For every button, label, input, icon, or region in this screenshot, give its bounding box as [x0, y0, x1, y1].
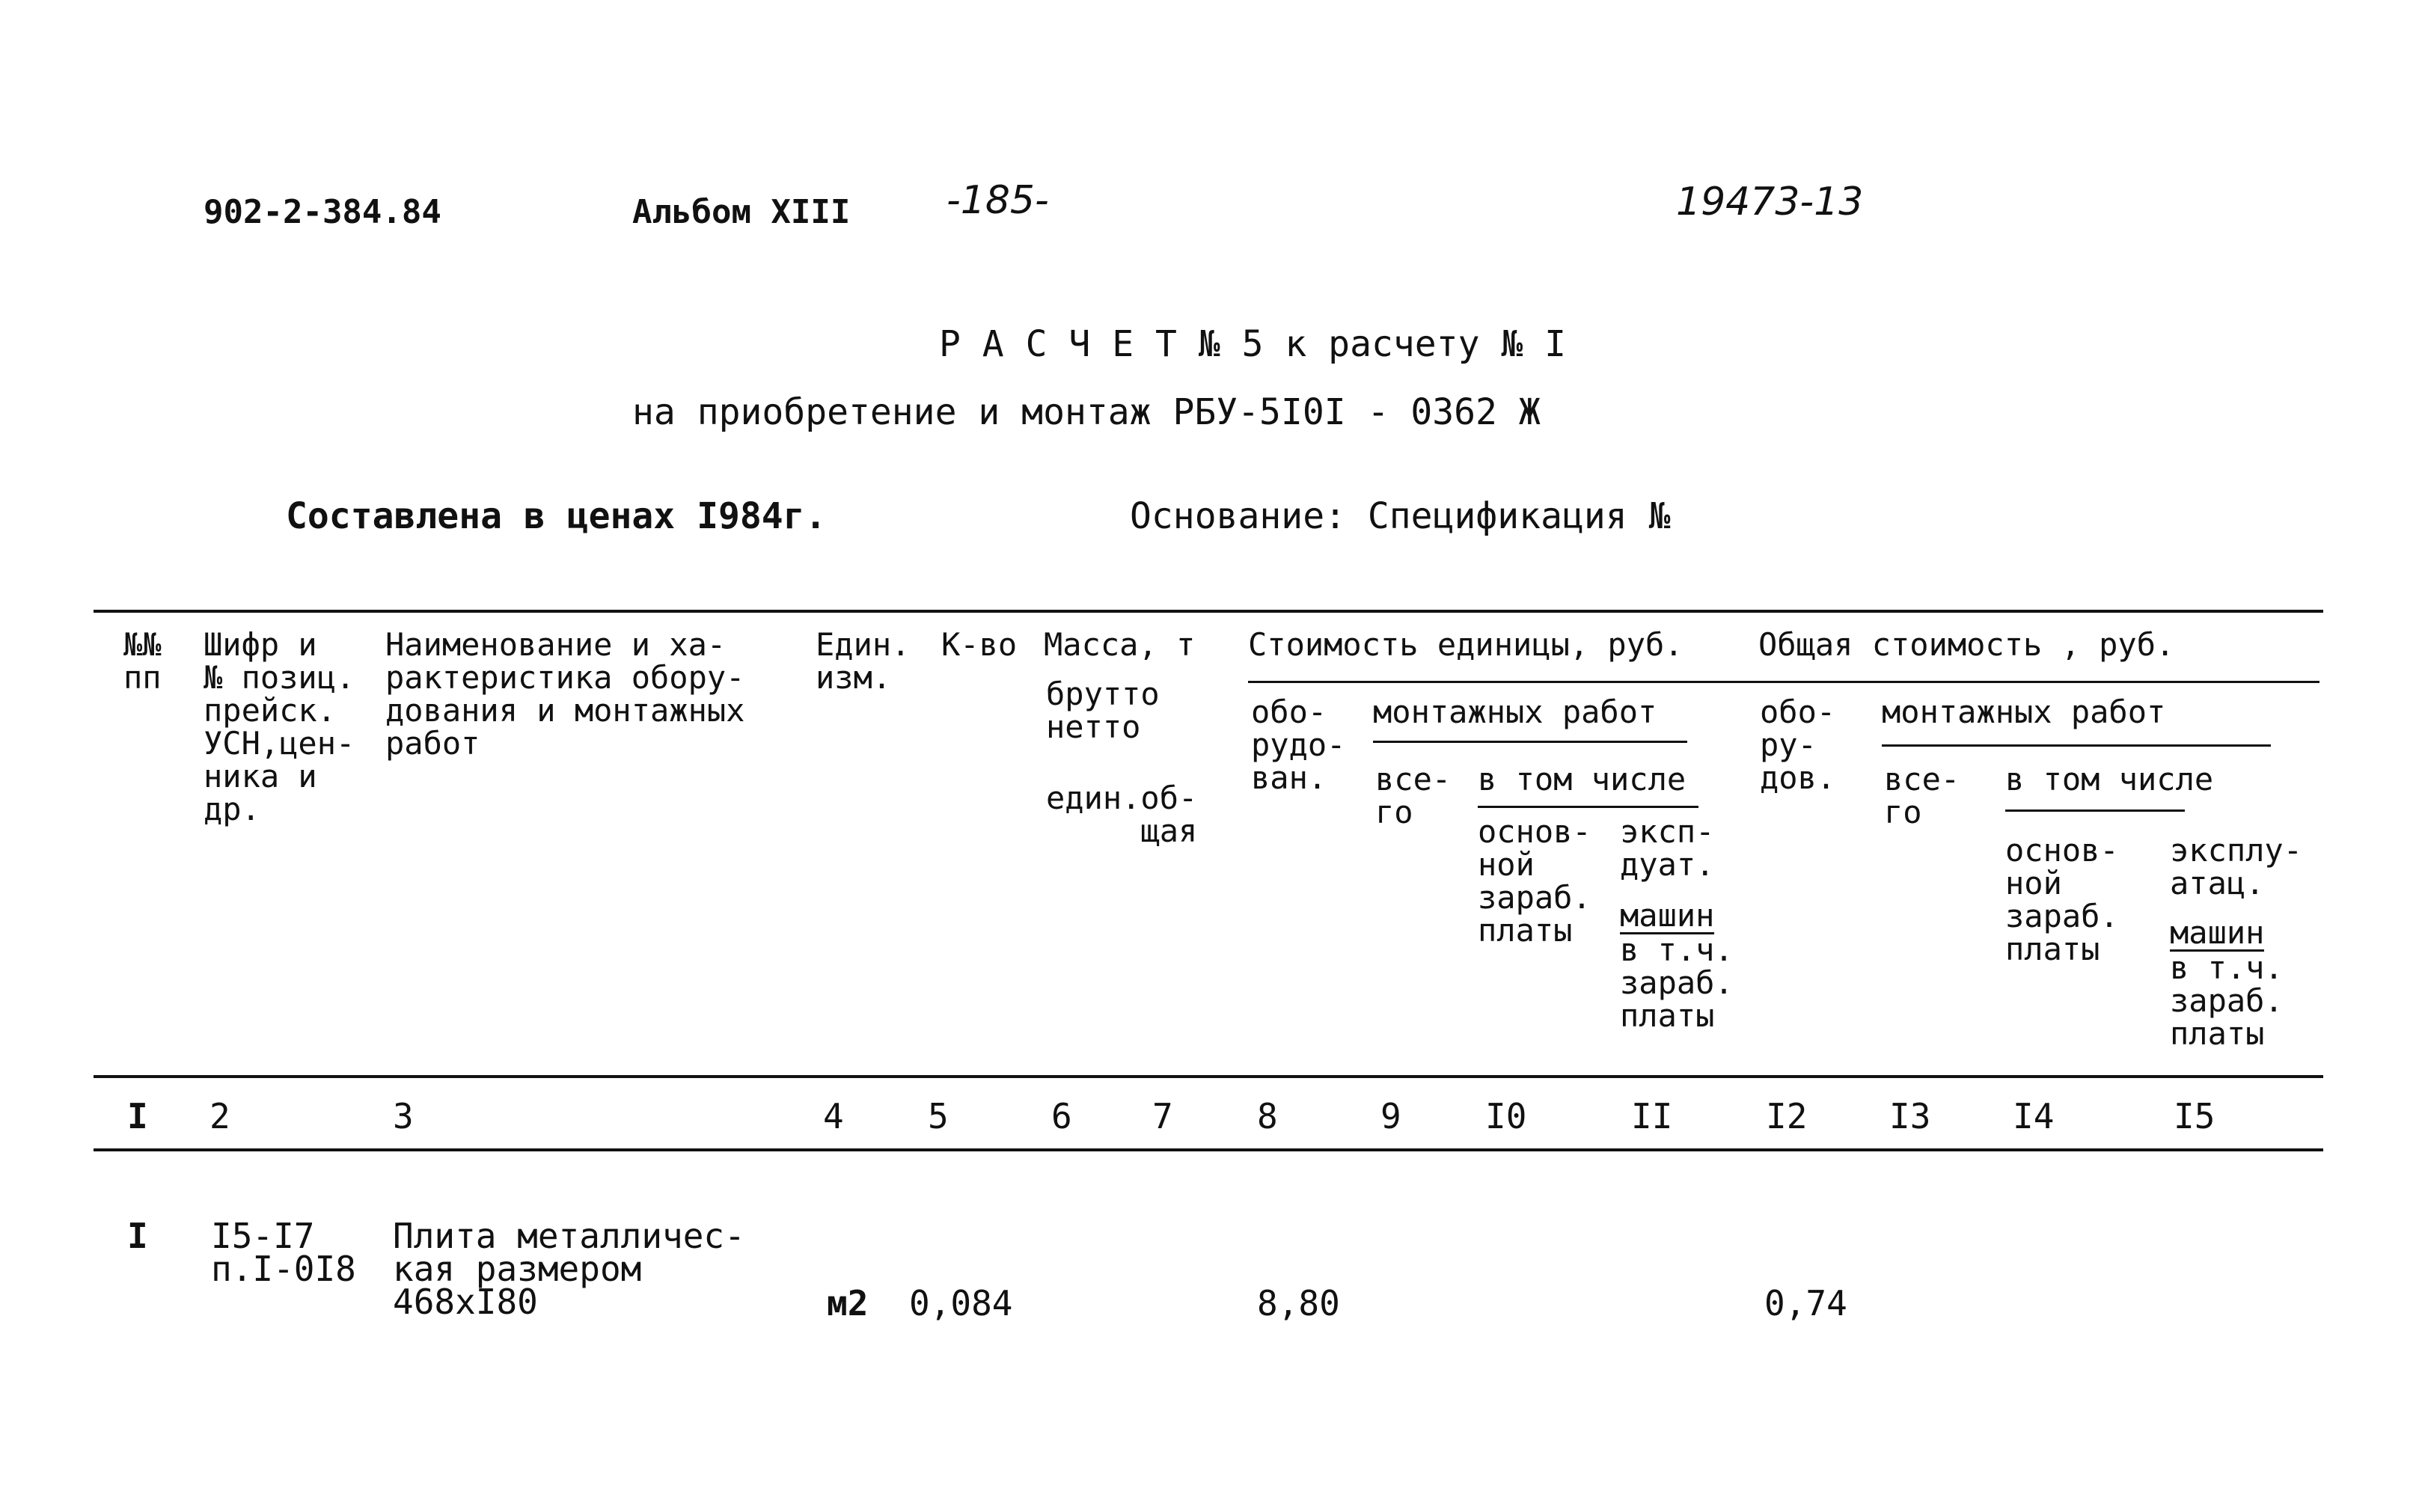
- header-exploit-unit: эксп- дуат.: [1620, 813, 1715, 883]
- row-name: Плита металличес- кая размером 468xI80: [393, 1216, 745, 1322]
- header-number: №№ пп: [123, 626, 162, 696]
- calc-subtitle: на приобретение и монтаж РБУ-5I0I - 0362 Ж: [632, 391, 1541, 433]
- header-mass: Масса, т: [1044, 626, 1196, 663]
- colnum-1: I: [127, 1096, 148, 1136]
- header-unit: Един. изм.: [816, 626, 911, 696]
- header-incl-wage-unit: в т.ч. зараб. платы: [1620, 931, 1734, 1034]
- album-label: Альбом XIII: [632, 193, 851, 231]
- sheet-number: 19473-13: [1676, 180, 1864, 224]
- header-equip-unit: обо- рудо- ван.: [1251, 694, 1346, 796]
- header-machines-unit: машин: [1620, 897, 1715, 934]
- page-number: -185-: [947, 178, 1049, 223]
- calc-title: Р А С Ч Е Т № 5 к расчету № I: [939, 323, 1567, 365]
- header-brutto: брутто нетто: [1046, 676, 1160, 745]
- colnum-6: 6: [1051, 1096, 1072, 1136]
- table-top-rule: [94, 610, 2323, 613]
- project-code: 902-2-384.84: [204, 193, 441, 231]
- header-incl-wage-total: в т.ч. зараб. платы: [2170, 949, 2284, 1052]
- cost-header-rule: [1248, 681, 2319, 683]
- header-name: Наименование и ха- рактеристика обору- дования и монтажных работ: [385, 626, 745, 762]
- colnum-2: 2: [210, 1096, 230, 1136]
- incl-total-rule: [2005, 809, 2185, 812]
- row-quantity: 0,084: [909, 1283, 1013, 1323]
- colnum-14: I4: [2013, 1096, 2055, 1136]
- colnum-bottom-rule: [94, 1148, 2323, 1151]
- prices-note: Составлена в ценах I984г.: [286, 495, 827, 537]
- colnum-8: 8: [1257, 1096, 1278, 1136]
- colnum-3: 3: [393, 1096, 414, 1136]
- basis-note: Основание: Спецификация №: [1130, 495, 1671, 537]
- colnum-13: I3: [1889, 1096, 1931, 1136]
- colnum-5: 5: [928, 1096, 949, 1136]
- row-unit: м2: [827, 1283, 869, 1323]
- colnum-7: 7: [1152, 1096, 1173, 1136]
- colnum-10: I0: [1485, 1096, 1527, 1136]
- header-code: Шифр и № позиц. прейск. УСН,цен- ника и др.: [204, 626, 355, 827]
- install-total-rule: [1882, 744, 2271, 747]
- colnum-9: 9: [1380, 1096, 1401, 1136]
- header-install-total: монтажных работ: [1882, 694, 2166, 730]
- colnum-12: I2: [1766, 1096, 1808, 1136]
- header-equip-total: обо- ру- дов.: [1760, 694, 1836, 796]
- install-unit-rule: [1373, 741, 1687, 743]
- row-number: I: [127, 1216, 148, 1256]
- header-incl-total: в том числе: [2005, 761, 2214, 798]
- header-total-cost: Общая стоимость , руб.: [1758, 626, 2175, 663]
- colnum-15: I5: [2174, 1096, 2215, 1136]
- row-equip-total-cost: 0,74: [1764, 1283, 1847, 1323]
- header-exploit-total: эксплу- атац.: [2170, 832, 2303, 902]
- row-code: I5-I7 п.I-0I8: [211, 1216, 356, 1289]
- header-edin: един.об- щая: [1046, 780, 1198, 849]
- header-install-unit: монтажных работ: [1373, 694, 1657, 730]
- header-total-total: все- го: [1884, 761, 1960, 830]
- header-machines-total: машин: [2170, 914, 2265, 951]
- header-incl-unit: в том числе: [1478, 761, 1686, 798]
- incl-unit-rule: [1478, 806, 1698, 808]
- header-quantity: К-во: [941, 626, 1018, 663]
- colnum-11: II: [1631, 1096, 1673, 1136]
- colnum-4: 4: [823, 1096, 844, 1136]
- header-total-unit: все- го: [1375, 761, 1452, 830]
- header-bottom-rule: [94, 1075, 2323, 1078]
- row-equip-unit-cost: 8,80: [1257, 1283, 1340, 1323]
- header-main-wage-unit: основ- ной зараб. платы: [1478, 813, 1591, 949]
- header-unit-cost: Стоимость единицы, руб.: [1248, 626, 1684, 663]
- header-main-wage-total: основ- ной зараб. платы: [2005, 832, 2119, 967]
